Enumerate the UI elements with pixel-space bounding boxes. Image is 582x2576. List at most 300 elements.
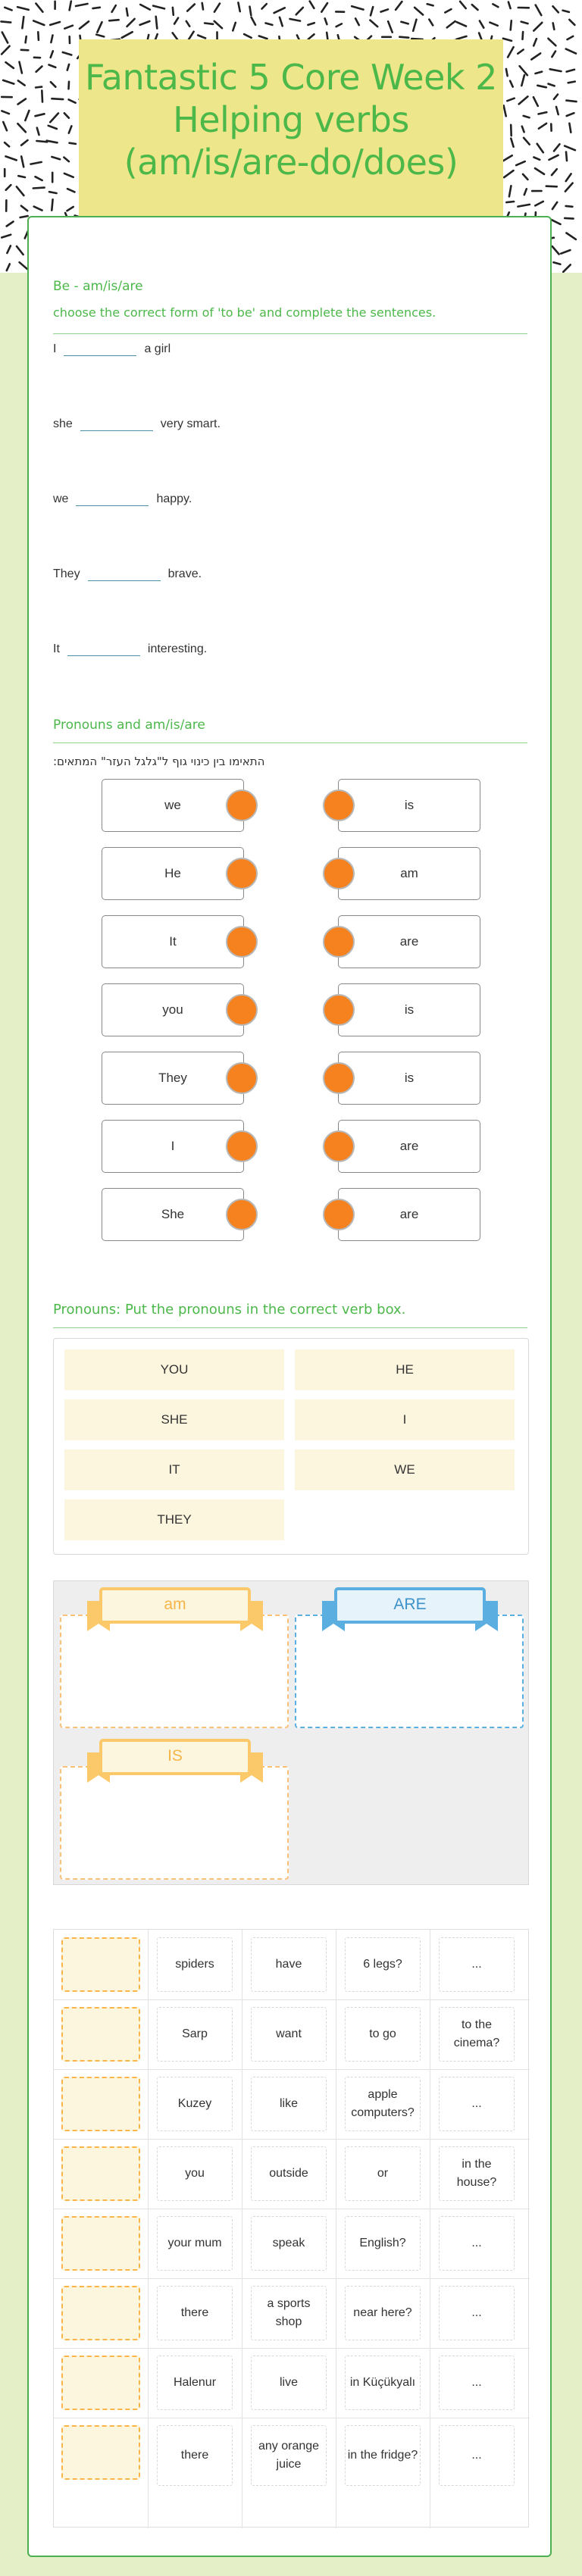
confetti-mark: [569, 123, 571, 133]
match-connector-dot[interactable]: [323, 858, 355, 889]
confetti-mark: [6, 156, 17, 160]
confetti-mark: [552, 169, 557, 175]
sentence-1: [53, 342, 171, 356]
sentence-word-card: speak: [251, 2216, 327, 2271]
confetti-mark: [552, 202, 557, 209]
confetti-mark: [518, 205, 530, 207]
confetti-mark: [556, 107, 559, 114]
sentence-word-card: apple computers?: [345, 2077, 421, 2131]
sentence-start: she: [53, 417, 73, 430]
confetti-mark: [539, 112, 547, 114]
confetti-mark: [371, 7, 373, 15]
confetti-mark: [370, 20, 377, 27]
confetti-mark: [18, 99, 26, 105]
sentence-word-card: want: [251, 2007, 327, 2062]
draggable-pronoun[interactable]: WE: [295, 1449, 515, 1490]
grid-row-line: [54, 2069, 530, 2070]
confetti-mark: [550, 69, 562, 71]
section1-title: Be - am/is/are: [53, 279, 143, 294]
answer-blank[interactable]: [67, 642, 140, 656]
confetti-mark: [568, 36, 574, 39]
confetti-mark: [511, 20, 512, 30]
confetti-mark: [153, 6, 164, 9]
confetti-mark: [355, 18, 359, 25]
sentence-word-card: near here?: [345, 2286, 421, 2340]
confetti-mark: [250, 7, 252, 15]
confetti-mark: [510, 81, 513, 87]
confetti-mark: [566, 49, 576, 54]
confetti-mark: [519, 96, 528, 104]
confetti-mark: [69, 99, 76, 102]
section3-divider: [53, 1327, 527, 1328]
confetti-mark: [49, 65, 56, 67]
confetti-mark: [522, 127, 524, 133]
match-left-item[interactable]: He: [102, 847, 244, 900]
confetti-mark: [36, 141, 47, 142]
helping-verb-drop-zone[interactable]: [61, 2425, 140, 2480]
confetti-mark: [252, 17, 255, 25]
sentence-5: [53, 642, 207, 656]
confetti-mark: [156, 17, 158, 29]
confetti-mark: [64, 158, 69, 162]
answer-blank[interactable]: [64, 342, 136, 356]
sentence-word-card: there: [157, 2425, 233, 2486]
confetti-mark: [5, 8, 11, 11]
confetti-mark: [567, 113, 574, 116]
sentence-2: [53, 417, 221, 431]
confetti-mark: [67, 207, 74, 211]
confetti-mark: [26, 36, 27, 42]
confetti-mark: [429, 20, 433, 26]
confetti-mark: [504, 170, 513, 177]
confetti-mark: [290, 19, 301, 21]
confetti-mark: [552, 52, 555, 58]
confetti-mark: [413, 20, 416, 31]
confetti-mark: [415, 8, 423, 15]
confetti-mark: [17, 123, 26, 132]
confetti-mark: [565, 218, 573, 219]
sentence-word-card: ...: [439, 2286, 515, 2340]
pronoun-bank: [53, 1338, 529, 1555]
matching-instruction: התאימו בין כינוי גוף ל"גלגל העזר" המתאים:: [53, 755, 265, 768]
confetti-mark: [534, 39, 537, 45]
confetti-mark: [214, 4, 220, 12]
confetti-mark: [50, 22, 60, 25]
sentence-word-card: to the cinema?: [439, 2007, 515, 2062]
match-connector-dot[interactable]: [323, 1130, 355, 1162]
sentence-word-card: ...: [439, 1937, 515, 1992]
confetti-mark: [64, 174, 74, 177]
sentence-4: [53, 567, 202, 581]
confetti-mark: [70, 2, 71, 11]
confetti-mark: [21, 156, 23, 167]
helping-verb-drop-zone[interactable]: [61, 2077, 140, 2131]
confetti-mark: [36, 177, 42, 180]
match-right-item[interactable]: is: [338, 779, 480, 832]
confetti-mark: [112, 5, 116, 12]
am-label: am: [164, 1596, 186, 1613]
confetti-mark: [21, 206, 27, 211]
answer-blank[interactable]: [76, 492, 149, 506]
confetti-mark: [539, 123, 546, 129]
confetti-mark: [524, 138, 530, 145]
title-banner: [79, 39, 503, 218]
confetti-mark: [21, 50, 29, 51]
confetti-mark: [523, 32, 524, 39]
confetti-mark: [36, 114, 45, 116]
confetti-mark: [202, 3, 203, 10]
match-connector-dot[interactable]: [226, 858, 258, 889]
confetti-mark: [33, 188, 45, 189]
verb-categories: [53, 1580, 529, 1885]
confetti-mark: [509, 186, 512, 196]
match-connector-dot[interactable]: [226, 1199, 258, 1230]
section3-title: Pronouns: Put the pronouns in the correct verb box.: [53, 1302, 406, 1318]
confetti-mark: [537, 86, 546, 88]
worksheet-title: Fantastic 5 Core Week 2 Helping verbs (am/is/are-do/does): [85, 57, 497, 183]
confetti-mark: [17, 246, 23, 255]
confetti-mark: [561, 250, 570, 254]
match-right-item[interactable]: is: [338, 983, 480, 1036]
confetti-mark: [52, 98, 63, 99]
match-connector-dot[interactable]: [226, 994, 258, 1026]
confetti-mark: [51, 36, 52, 43]
confetti-mark: [6, 185, 11, 190]
confetti-mark: [22, 17, 23, 28]
sentence-word-card: spiders: [157, 1937, 233, 1992]
confetti-mark: [460, 2, 466, 8]
confetti-mark: [508, 2, 511, 9]
confetti-mark: [64, 26, 73, 29]
confetti-mark: [140, 21, 150, 25]
match-connector-dot[interactable]: [226, 789, 258, 821]
confetti-mark: [233, 23, 236, 31]
sentence-word-card: ...: [439, 2356, 515, 2410]
confetti-mark: [534, 158, 540, 160]
confetti-mark: [127, 19, 135, 27]
confetti-mark: [508, 47, 514, 57]
confetti-mark: [17, 7, 29, 10]
sentence-grid: [53, 1929, 529, 2528]
confetti-mark: [18, 176, 25, 177]
sentence-word-card: Sarp: [157, 2007, 233, 2062]
confetti-mark: [69, 126, 72, 133]
confetti-mark: [36, 67, 42, 72]
match-right-item[interactable]: are: [338, 1188, 480, 1241]
confetti-mark: [5, 142, 9, 146]
match-connector-dot[interactable]: [226, 1062, 258, 1094]
confetti-mark: [534, 97, 538, 106]
confetti-mark: [52, 157, 60, 159]
confetti-mark: [70, 143, 76, 144]
confetti-mark: [17, 186, 24, 195]
confetti-mark: [3, 80, 14, 84]
confetti-mark: [20, 262, 28, 269]
confetti-mark: [36, 4, 42, 12]
sentence-word-card: ...: [439, 2216, 515, 2271]
confetti-mark: [399, 37, 408, 38]
confetti-mark: [266, 23, 273, 25]
confetti-mark: [565, 183, 573, 192]
confetti-mark: [554, 144, 559, 151]
confetti-mark: [63, 52, 72, 55]
sentence-word-card: ...: [439, 2077, 515, 2131]
sentence-word-card: Kuzey: [157, 2077, 233, 2131]
draggable-pronoun[interactable]: IT: [64, 1449, 284, 1490]
confetti-mark: [187, 5, 195, 11]
section2-title: Pronouns and am/is/are: [53, 717, 205, 733]
sentence-word-card: in Küçükyalı: [345, 2356, 421, 2410]
confetti-mark: [20, 216, 28, 217]
confetti-mark: [47, 141, 58, 143]
confetti-mark: [20, 62, 22, 73]
confetti-mark: [511, 125, 512, 136]
confetti-mark: [2, 33, 8, 43]
confetti-mark: [238, 2, 239, 11]
confetti-mark: [321, 3, 327, 12]
confetti-mark: [31, 162, 42, 164]
confetti-mark: [2, 21, 11, 22]
sentence-start: It: [53, 642, 60, 655]
sentence-word-card: in the house?: [439, 2146, 515, 2201]
confetti-mark: [64, 113, 69, 117]
helping-verb-drop-zone[interactable]: [61, 2007, 140, 2062]
confetti-mark: [325, 18, 327, 24]
confetti-mark: [262, 4, 267, 9]
confetti-mark: [36, 87, 42, 88]
match-right-item[interactable]: are: [338, 915, 480, 968]
sentence-word-card: ...: [439, 2425, 515, 2486]
match-left-item[interactable]: I: [102, 1120, 244, 1173]
sentence-word-card: a sports shop: [251, 2286, 327, 2340]
confetti-mark: [493, 4, 498, 7]
confetti-mark: [21, 140, 27, 145]
confetti-mark: [33, 20, 44, 25]
confetti-mark: [352, 6, 363, 9]
sentence-word-card: English?: [345, 2216, 421, 2271]
sentence-end: happy.: [156, 492, 192, 505]
confetti-mark: [535, 202, 543, 206]
grid-row-line: [54, 2139, 530, 2140]
confetti-mark: [506, 69, 508, 76]
confetti-mark: [536, 72, 543, 73]
confetti-mark: [566, 101, 576, 102]
confetti-mark: [569, 20, 574, 25]
confetti-mark: [445, 9, 451, 12]
match-connector-dot[interactable]: [323, 789, 355, 821]
helping-verb-drop-zone[interactable]: [61, 2216, 140, 2271]
helping-verb-drop-zone[interactable]: [61, 2286, 140, 2340]
grid-row-line: [54, 2348, 530, 2349]
match-left-item[interactable]: you: [102, 983, 244, 1036]
confetti-mark: [480, 21, 483, 28]
confetti-mark: [205, 23, 213, 24]
match-connector-dot[interactable]: [323, 1199, 355, 1230]
match-left-item[interactable]: we: [102, 779, 244, 832]
confetti-mark: [174, 18, 178, 24]
confetti-mark: [6, 62, 14, 68]
confetti-mark: [531, 53, 540, 59]
confetti-mark: [198, 36, 205, 39]
draggable-pronoun[interactable]: I: [295, 1399, 515, 1440]
sentence-word-card: live: [251, 2356, 327, 2410]
confetti-mark: [520, 66, 527, 75]
confetti-mark: [566, 206, 573, 207]
match-left-item[interactable]: They: [102, 1052, 244, 1105]
confetti-mark: [536, 5, 542, 16]
sentence-3: [53, 492, 192, 506]
confetti-mark: [122, 32, 133, 38]
confetti-mark: [97, 22, 102, 32]
confetti-mark: [96, 35, 104, 37]
confetti-mark: [310, 2, 314, 8]
confetti-mark: [535, 168, 544, 174]
confetti-mark: [524, 116, 530, 117]
sentence-word-card: any orange juice: [251, 2425, 327, 2486]
confetti-mark: [7, 264, 10, 270]
match-connector-dot[interactable]: [323, 926, 355, 958]
confetti-mark: [51, 82, 56, 87]
confetti-mark: [214, 21, 222, 28]
sentence-word-card: in the fridge?: [345, 2425, 421, 2486]
helping-verb-drop-zone[interactable]: [61, 2356, 140, 2410]
sentence-end: a girl: [144, 342, 171, 355]
match-connector-dot[interactable]: [323, 994, 355, 1026]
match-connector-dot[interactable]: [323, 1062, 355, 1094]
confetti-mark: [173, 8, 174, 15]
confetti-mark: [566, 152, 567, 161]
confetti-mark: [140, 5, 150, 10]
confetti-mark: [523, 174, 527, 180]
confetti-mark: [457, 22, 467, 26]
grid-row-line: [54, 2278, 530, 2279]
confetti-mark: [472, 5, 478, 10]
confetti-mark: [563, 11, 569, 12]
confetti-mark: [50, 114, 58, 123]
section2-divider: [53, 742, 527, 743]
match-left-item[interactable]: It: [102, 915, 244, 968]
helping-verb-drop-zone[interactable]: [61, 2146, 140, 2201]
match-left-item[interactable]: She: [102, 1188, 244, 1241]
draggable-pronoun[interactable]: YOU: [64, 1349, 284, 1390]
draggable-pronoun[interactable]: HE: [295, 1349, 515, 1390]
confetti-mark: [511, 139, 513, 147]
confetti-mark: [67, 189, 75, 192]
sentence-word-card: Halenur: [157, 2356, 233, 2410]
confetti-mark: [549, 155, 559, 160]
sentence-start: They: [53, 567, 80, 580]
confetti-mark: [507, 98, 514, 102]
confetti-mark: [554, 95, 558, 99]
confetti-mark: [503, 39, 512, 41]
confetti-mark: [2, 235, 11, 238]
confetti-mark: [490, 23, 497, 26]
confetti-mark: [76, 4, 88, 6]
helping-verb-drop-zone[interactable]: [61, 1937, 140, 1992]
confetti-mark: [38, 32, 39, 40]
confetti-mark: [565, 146, 575, 151]
confetti-mark: [69, 82, 70, 89]
confetti-mark: [504, 105, 506, 116]
confetti-mark: [553, 23, 555, 30]
confetti-mark: [567, 70, 574, 72]
confetti-mark: [7, 245, 11, 253]
sentence-word-card: outside: [251, 2146, 327, 2201]
sentence-word-card: to go: [345, 2007, 421, 2062]
section1-divider: [53, 333, 527, 334]
match-connector-dot[interactable]: [226, 926, 258, 958]
confetti-mark: [566, 233, 576, 239]
sentence-word-card: have: [251, 1937, 327, 1992]
confetti-mark: [552, 246, 559, 254]
confetti-mark: [566, 174, 571, 181]
confetti-mark: [308, 23, 314, 25]
confetti-mark: [553, 262, 560, 264]
answer-blank[interactable]: [80, 417, 153, 431]
confetti-mark: [7, 222, 14, 227]
confetti-mark: [25, 111, 29, 120]
draggable-pronoun[interactable]: THEY: [64, 1499, 284, 1540]
confetti-mark: [568, 82, 575, 83]
confetti-mark: [280, 17, 283, 27]
sentence-word-card: or: [345, 2146, 421, 2201]
sentence-word-card: 6 legs?: [345, 1937, 421, 1992]
match-right-item[interactable]: are: [338, 1120, 480, 1173]
match-right-item[interactable]: am: [338, 847, 480, 900]
grid-column-line: [148, 1930, 149, 2528]
confetti-mark: [49, 192, 57, 193]
draggable-pronoun[interactable]: SHE: [64, 1399, 284, 1440]
confetti-mark: [274, 8, 285, 13]
confetti-mark: [3, 122, 7, 130]
grid-row-line: [54, 1999, 530, 2000]
sentence-word-card: your mum: [157, 2216, 233, 2271]
confetti-mark: [546, 186, 557, 187]
confetti-mark: [503, 155, 512, 161]
confetti-mark: [524, 189, 527, 195]
match-right-item[interactable]: is: [338, 1052, 480, 1105]
are-label: ARE: [393, 1596, 427, 1613]
confetti-mark: [516, 161, 525, 165]
confetti-mark: [548, 39, 555, 45]
confetti-mark: [127, 8, 128, 16]
confetti-mark: [80, 21, 89, 29]
confetti-mark: [381, 9, 389, 11]
sentence-end: very smart.: [160, 417, 221, 430]
confetti-mark: [537, 144, 543, 153]
confetti-mark: [308, 34, 314, 39]
confetti-mark: [259, 36, 268, 39]
sentence-end: interesting.: [147, 642, 208, 655]
confetti-mark: [396, 2, 402, 10]
sentence-start: I: [53, 342, 57, 355]
is-label: IS: [167, 1747, 183, 1765]
confetti-mark: [550, 219, 560, 224]
confetti-mark: [427, 4, 433, 5]
confetti-mark: [18, 80, 25, 85]
confetti-mark: [34, 207, 42, 211]
sentence-word-card: there: [157, 2286, 233, 2340]
sentence-word-card: you: [157, 2146, 233, 2201]
answer-blank[interactable]: [88, 567, 161, 581]
confetti-mark: [521, 75, 524, 86]
confetti-mark: [401, 22, 408, 24]
sentence-end: brave.: [167, 567, 202, 580]
match-connector-dot[interactable]: [226, 1130, 258, 1162]
confetti-mark: [549, 84, 555, 86]
confetti-mark: [51, 51, 53, 58]
sentence-start: we: [53, 492, 69, 505]
